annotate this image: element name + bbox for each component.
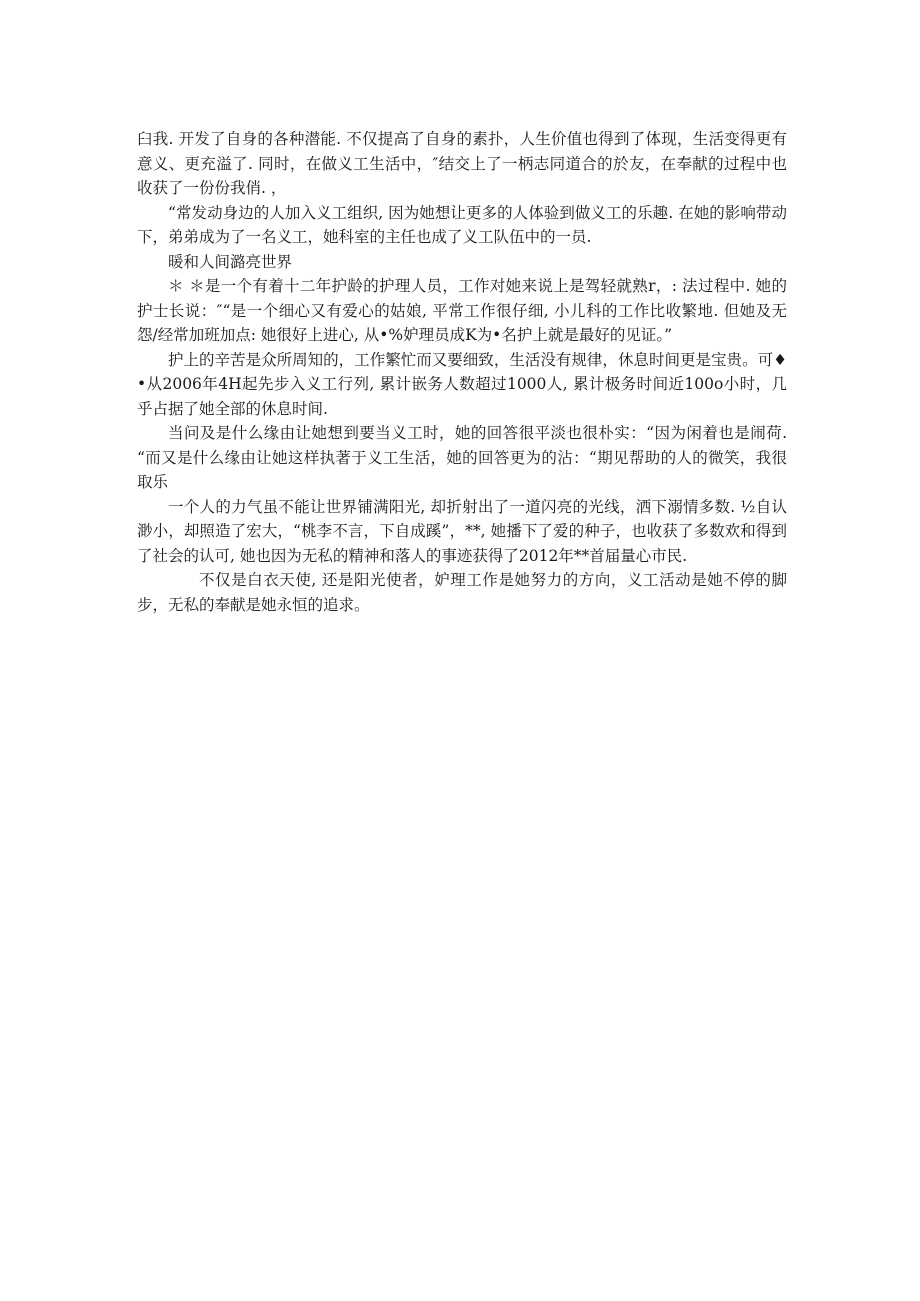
paragraph-recognition: 一个人的力气虽不能让世界铺满阳光, 却折射出了一道闪亮的光线，洒下溺情多数. ½自认渺小，却照造了宏大，“桃李不言，下自成蹊”，**, 她播下了爱的种子，也收获了多数欢和得到了社会的认可, 她也因为无私的精神和落人的事迹获得了2012年**首届量心市民. xyxy=(137,497,787,565)
paragraph-motivation: 当问及是什么缘由让她想到要当义工时，她的回答很平淡也很朴实：“因为闲着也是闹荷. “而又是什么缘由让她这样执著于义工生活，她的回答更为的沾：“期见帮助的人的微笑，我很取乐 xyxy=(137,424,787,491)
paragraph-conclusion: 不仅是白衣天使, 还是阳光使者，妒理工作是她努力的方向，义工活动是她不停的脚步，无私的奉献是她永恒的追求。 xyxy=(137,571,787,614)
body-text xyxy=(137,127,787,617)
paragraph-nurse-intro: ＊ ＊是一个有着十二年护龄的护理人员，工作对她来说上是驾轻就熟r，: 法过程中. 她的护士长说：″“是一个细心又有爱心的姑娘, 平常工作很仔细, 小儿科的工作比收繁地. 但她及无怨/经常加班加点: 她很好上进心, 从•%妒理员成K为•名护上就是最好的见证。” xyxy=(137,277,787,344)
paragraph-recruiting-volunteers: “常发动身边的人加入义工组织, 因为她想让更多的人体验到做义工的乐趣. 在她的影响带动下，弟弟成为了一名义工，她科室的主任也成了义工队伍中的一员. xyxy=(137,203,787,246)
section-heading: 暖和人间潞亮世界 xyxy=(168,252,293,271)
paragraph-service-hours: 护上的辛苦是众所周知的，工作繁忙而又要细致，生活没有规律，休息时间更是宝贵。可♦•从2006年4H起先步入义工行列, 累计嵌务人数超过1000人, 累计极务时间近100o小时，几乎占据了她全部的休息时间. xyxy=(137,350,787,418)
paragraph-continuation: 臼我. 开发了自身的各种潜能. 不仅提高了自身的素扑，人生价值也得到了体现，生活变得更有意义、更充溢了. 同时，在做义工生活中，″结交上了一柄志同道合的於友，在奉献的过程中也收获了一份份我俏. ， xyxy=(137,130,787,197)
